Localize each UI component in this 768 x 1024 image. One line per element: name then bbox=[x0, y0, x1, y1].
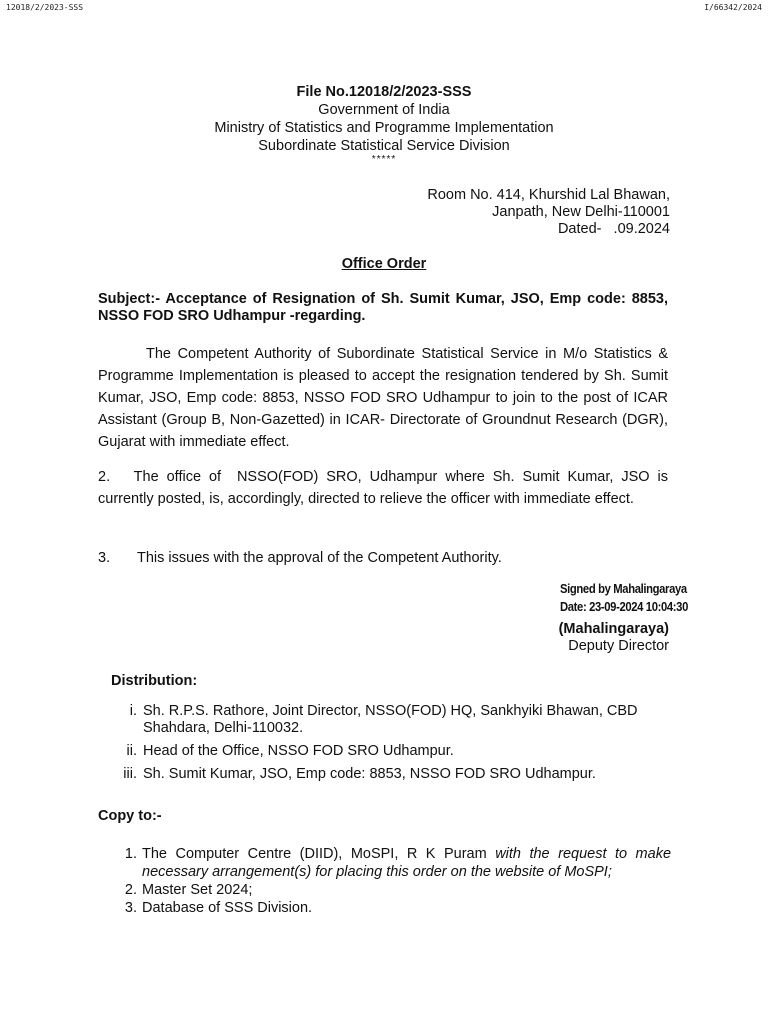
office-order-title bbox=[0, 256, 768, 272]
list-item bbox=[118, 743, 673, 760]
list-item-text: Sh. R.P.S. Rathore, Joint Director, NSSO(FOD) HQ, Sankhyiki Bhawan, CBD Shahdara, Delhi-110032. bbox=[143, 703, 638, 736]
signed-by-text: Signed by Mahalingaraya bbox=[560, 582, 687, 596]
list-item-text: Sh. Sumit Kumar, JSO, Emp code: 8853, NSSO FOD SRO Udhampur. bbox=[143, 766, 596, 782]
document-reference-top-right: I/66342/2024 bbox=[704, 3, 762, 12]
digital-signature-stamp bbox=[560, 580, 688, 616]
paragraph-1: The Competent Authority of Subordinate Statistical Service in M/o Statistics & Programme Implementation is pleased to accept the resignation tendered by Sh. Sumit Kumar, JSO, Emp code: 8853, NSSO FOD SRO Udhampur to join to the post of ICAR Assistant (Group B, Non-Gazetted) in ICAR- Directorate of Groundnut Research (DGR), Gujarat with immediate effect. bbox=[98, 346, 668, 450]
subject-line: Subject:- Acceptance of Resignation of Sh. Sumit Kumar, JSO, Emp code: 8853, NSSO FOD SRO Udhampur -regarding. bbox=[98, 291, 668, 324]
distribution-title: Distribution: bbox=[111, 673, 198, 689]
file-reference-top-left: 12018/2/2023-SSS bbox=[6, 3, 84, 12]
signatory-name: (Mahalingaraya) bbox=[558, 621, 669, 637]
copy-to-title: Copy to:- bbox=[98, 808, 162, 824]
list-item bbox=[118, 899, 671, 917]
list-item bbox=[118, 881, 671, 899]
list-item-text bbox=[142, 845, 671, 881]
signature-date-text: Date: 23-09-2024 10:04:30 bbox=[560, 600, 688, 614]
header-government: Government of India bbox=[318, 102, 450, 118]
address-line-1: Room No. 414, Khurshid Lal Bhawan, bbox=[427, 187, 670, 203]
list-item bbox=[118, 845, 671, 881]
copy-item-1-italic-text: with the request to make necessary arrangement(s) for placing this order on the website of MoSPI; bbox=[142, 846, 672, 880]
file-number: File No.12018/2/2023-SSS bbox=[296, 84, 472, 100]
header-ministry: Ministry of Statistics and Programme Implementation bbox=[214, 120, 554, 136]
list-item-number: iii. bbox=[123, 766, 137, 782]
date-line: Dated- .09.2024 bbox=[557, 221, 670, 237]
document-header bbox=[0, 83, 768, 165]
paragraph-3 bbox=[98, 547, 668, 569]
header-separator-stars: ***** bbox=[371, 154, 397, 165]
signatory-designation: Deputy Director bbox=[568, 638, 669, 654]
list-item-number: i. bbox=[129, 703, 137, 719]
distribution-list bbox=[118, 703, 673, 789]
paragraph-3-number: 3. bbox=[98, 550, 111, 566]
office-order-title-text: Office Order bbox=[341, 256, 427, 272]
list-item-number: 3. bbox=[124, 900, 137, 916]
copy-to-list bbox=[118, 845, 671, 917]
address-line-2: Janpath, New Delhi-110001 bbox=[492, 204, 670, 220]
paragraph-3-text: This issues with the approval of the Competent Authority. bbox=[137, 550, 502, 566]
office-address bbox=[427, 187, 670, 238]
paragraph-2: 2. The office of NSSO(FOD) SRO, Udhampur where Sh. Sumit Kumar, JSO is currently posted, is, accordingly, directed to relieve the officer with immediate effect. bbox=[98, 469, 673, 507]
header-division: Subordinate Statistical Service Division bbox=[258, 138, 510, 154]
list-item-text: Master Set 2024; bbox=[142, 882, 253, 898]
list-item bbox=[118, 703, 673, 737]
list-item-text: Head of the Office, NSSO FOD SRO Udhampur. bbox=[143, 743, 454, 759]
list-item-number: 1. bbox=[124, 846, 137, 862]
copy-item-1-text: The Computer Centre (DIID), MoSPI, R K Puram bbox=[142, 846, 487, 862]
list-item-number: 2. bbox=[124, 882, 137, 898]
list-item bbox=[118, 766, 673, 783]
list-item-number: ii. bbox=[126, 743, 137, 759]
list-item-text: Database of SSS Division. bbox=[142, 900, 313, 916]
